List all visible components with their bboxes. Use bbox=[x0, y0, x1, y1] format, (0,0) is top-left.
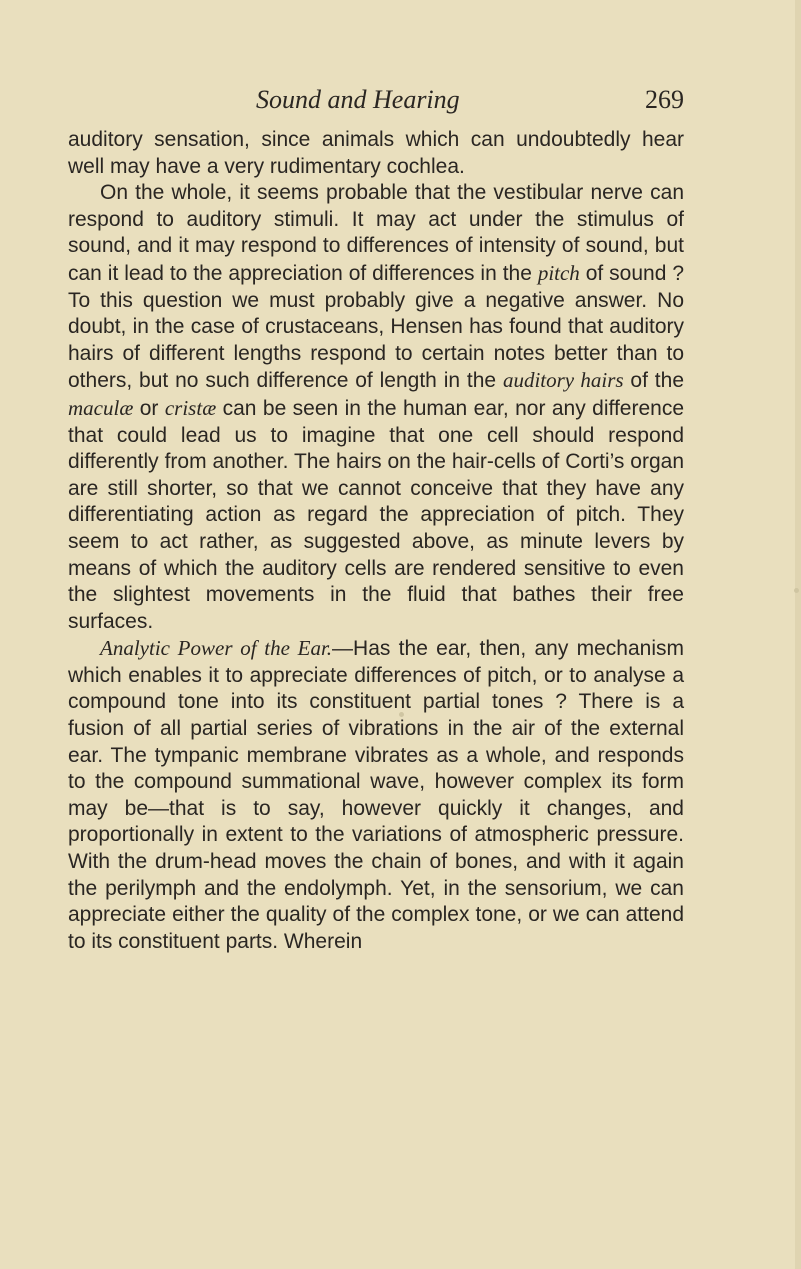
paragraph-2 bbox=[68, 180, 684, 635]
paragraph-2-text: can be seen in the human ear, nor any difference that could lead us to imagine that one cell should respond differently from another. The hairs on the hair-cells of Corti’s organ are still shorter, so that we cannot conceive that they have any differentiating action as regard the appreciation of pitch. They seem to act rather, as suggested above, as minute levers by means of which the auditory cells are rendered sensitive to even the slightest movements in the fluid that bathes their free surfaces. bbox=[68, 396, 685, 633]
page-mark bbox=[794, 588, 799, 593]
running-title: Sound and Hearing bbox=[256, 85, 460, 114]
running-head bbox=[0, 80, 801, 120]
italic-term-cristae: cristæ bbox=[164, 395, 217, 420]
paragraph-3 bbox=[68, 635, 684, 955]
italic-term-auditory-hairs: auditory hairs bbox=[502, 368, 624, 393]
italic-term-pitch: pitch bbox=[537, 260, 580, 285]
body-text bbox=[68, 127, 684, 955]
paragraph-2-text: of sound ? To this question we must probably give a negative answer. No doubt, in the case of crustaceans, Hensen has found that auditory hairs of different lengths respond to certain notes better than to others, but no such difference of length in the bbox=[68, 261, 684, 393]
paragraph-2-text: or bbox=[133, 396, 165, 420]
paragraph-1 bbox=[68, 127, 684, 180]
paragraph-1-text: auditory sensation, since animals which can undoubtedly hear well may have a very rudimentary cochlea. bbox=[68, 128, 684, 178]
paragraph-3-text: —Has the ear, then, any mechanism which enables it to appreciate differences of pitch, or to analyse a compound tone into its constituent partial tones ? There is a fusion of all partial series of vibrations in the air of the external ear. The tympanic membrane vibrates as a whole, and responds to the compound summational wave, however complex its form may be—that is to say, however quickly it changes, and proportionally in extent to the variations of atmospheric pressure. With the drum-head moves the chain of bones, and with it again the perilymph and the endolymph. Yet, in the sensorium, we can appreciate either the quality of the complex tone, or we can attend to its constituent parts. Wherein bbox=[68, 637, 685, 953]
italic-term-maculae: maculæ bbox=[68, 395, 134, 420]
paragraph-2-text: of the bbox=[623, 369, 685, 393]
paragraph-2-text: On the whole, it seems probable that the vestibular nerve can respond to auditory stimuli. It may act under the stimulus of sound, and it may respond to differences of intensity of sound, but can it lead to the appreciation of differences in the bbox=[68, 181, 684, 285]
page-edge bbox=[795, 0, 801, 1269]
section-heading: Analytic Power of the Ear. bbox=[100, 636, 333, 661]
page-number: 269 bbox=[645, 85, 684, 114]
